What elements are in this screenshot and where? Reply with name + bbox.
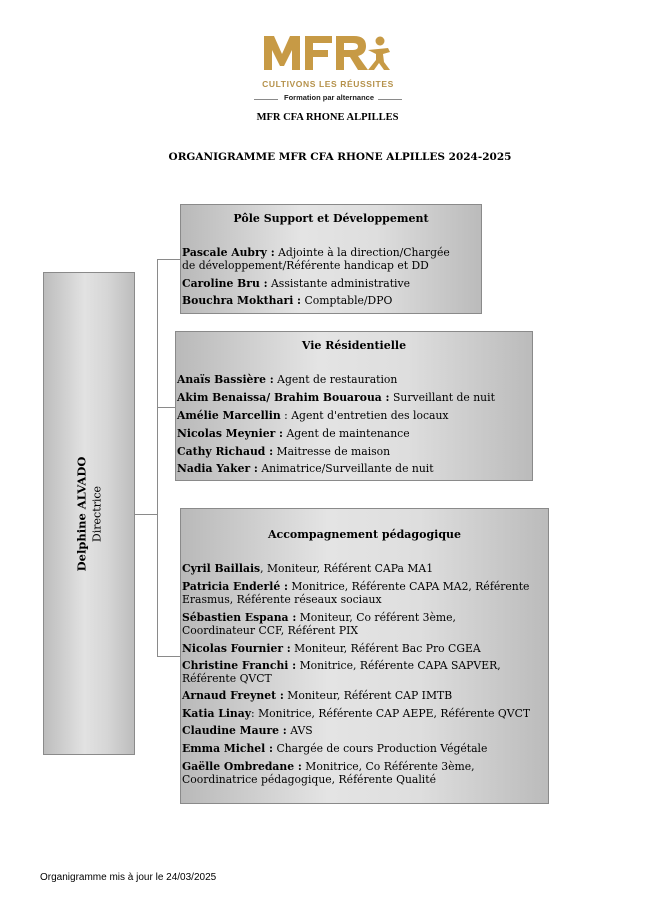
- member-name: Akim Benaissa/ Brahim Bouaroua :: [177, 391, 390, 404]
- member-name: Sébastien Espana :: [182, 611, 297, 624]
- director-name: Delphine ALVADO: [74, 456, 89, 571]
- department-support: [180, 204, 482, 314]
- department-title: Vie Résidentielle: [301, 339, 407, 352]
- member-name: Caroline Bru :: [182, 277, 268, 290]
- member-entry: [182, 690, 452, 703]
- member-entry: [177, 392, 495, 405]
- member-role: AVS: [286, 724, 313, 737]
- member-role: Référente QVCT: [182, 671, 272, 685]
- member-entry: [177, 463, 434, 476]
- director-label: [75, 456, 104, 571]
- member-entry: [182, 708, 530, 721]
- member-name: Amélie Marcellin: [177, 409, 281, 422]
- member-name: Gaëlle Ombredane :: [182, 760, 302, 773]
- page-title: ORGANIGRAMME MFR CFA RHONE ALPILLES 2024-2025: [168, 151, 512, 163]
- department-pedagogy: [180, 508, 549, 804]
- connector-director: [135, 514, 158, 515]
- department-title: Pôle Support et Développement: [233, 212, 429, 225]
- member-entry: [182, 725, 313, 738]
- member-name: Cyril Baillais: [182, 562, 261, 575]
- connector-pedagogy: [157, 656, 180, 657]
- member-name: Nicolas Meynier :: [177, 427, 284, 440]
- member-entry: [182, 761, 475, 786]
- member-entry: [182, 612, 456, 637]
- director-role: Directrice: [90, 485, 104, 542]
- member-entry: [182, 643, 481, 656]
- director-box: [43, 272, 135, 755]
- member-role: de développement/Référente handicap et DD: [182, 258, 429, 272]
- connector-residential: [157, 407, 176, 408]
- member-entry: [177, 410, 449, 423]
- member-role: Moniteur, Co référent 3ème,: [296, 611, 456, 624]
- member-role: Surveillant de nuit: [389, 391, 495, 404]
- member-entry: [177, 446, 390, 459]
- member-name: Emma Michel :: [182, 742, 274, 755]
- member-entry: [182, 247, 450, 272]
- logo-subtitle: Formation par alternance: [283, 93, 375, 102]
- member-name: Cathy Richaud :: [177, 445, 274, 458]
- member-name: Arnaud Freynet :: [182, 689, 284, 702]
- member-entry: [182, 743, 487, 756]
- member-role: Agent de restauration: [273, 373, 398, 386]
- member-role: Moniteur, Référent Bac Pro CGEA: [290, 642, 481, 655]
- logo-tagline: CULTIVONS LES RÉUSSITES: [262, 79, 394, 89]
- member-role: Agent de maintenance: [283, 427, 410, 440]
- member-role: Monitrice, Référente CAPA MA2, Référente: [287, 580, 530, 593]
- member-entry: [182, 295, 392, 308]
- member-role: Adjointe à la direction/Chargée: [274, 246, 450, 259]
- member-name: Nadia Yaker :: [177, 462, 258, 475]
- member-name: Bouchra Mokthari :: [182, 294, 302, 307]
- department-title: Accompagnement pédagogique: [267, 528, 462, 541]
- member-entry: [177, 374, 397, 387]
- member-name: Nicolas Fournier :: [182, 642, 291, 655]
- member-role: Coordinatrice pédagogique, Référente Qualité: [182, 772, 436, 786]
- member-entry: [177, 428, 410, 441]
- member-role: Monitrice, Co Référente 3ème,: [301, 760, 475, 773]
- member-role: Monitrice, Référente CAPA SAPVER,: [296, 659, 501, 672]
- member-role: , Moniteur, Référent CAPa MA1: [260, 562, 434, 575]
- member-role: Moniteur, Référent CAP IMTB: [283, 689, 453, 702]
- member-name: Pascale Aubry :: [182, 246, 275, 259]
- member-name: Patricia Enderlé :: [182, 580, 288, 593]
- member-entry: [182, 660, 501, 685]
- member-name: Katia Linay: [182, 707, 252, 720]
- member-role: Assistante administrative: [267, 277, 410, 290]
- member-name: Claudine Maure :: [182, 724, 287, 737]
- department-residential: [175, 331, 533, 481]
- member-entry: [182, 278, 410, 291]
- organization-name: MFR CFA RHONE ALPILLES: [256, 112, 399, 123]
- member-role: Maitresse de maison: [273, 445, 391, 458]
- member-name: Anaïs Bassière :: [177, 373, 274, 386]
- member-role: Comptable/DPO: [301, 294, 393, 307]
- connector-trunk: [157, 259, 158, 657]
- member-role: Animatrice/Surveillante de nuit: [257, 462, 434, 475]
- member-role: : Agent d'entretien des locaux: [280, 409, 449, 422]
- footer-update-date: Organigramme mis à jour le 24/03/2025: [40, 872, 217, 883]
- member-name: Christine Franchi :: [182, 659, 297, 672]
- member-role: Coordinateur CCF, Référent PIX: [182, 623, 359, 637]
- member-role: Erasmus, Référente réseaux sociaux: [182, 592, 382, 606]
- member-role: : Monitrice, Référente CAP AEPE, Référente QVCT: [251, 707, 531, 720]
- member-entry: [182, 563, 433, 576]
- connector-support: [157, 259, 180, 260]
- member-entry: [182, 581, 529, 606]
- member-role: Chargée de cours Production Végétale: [273, 742, 488, 755]
